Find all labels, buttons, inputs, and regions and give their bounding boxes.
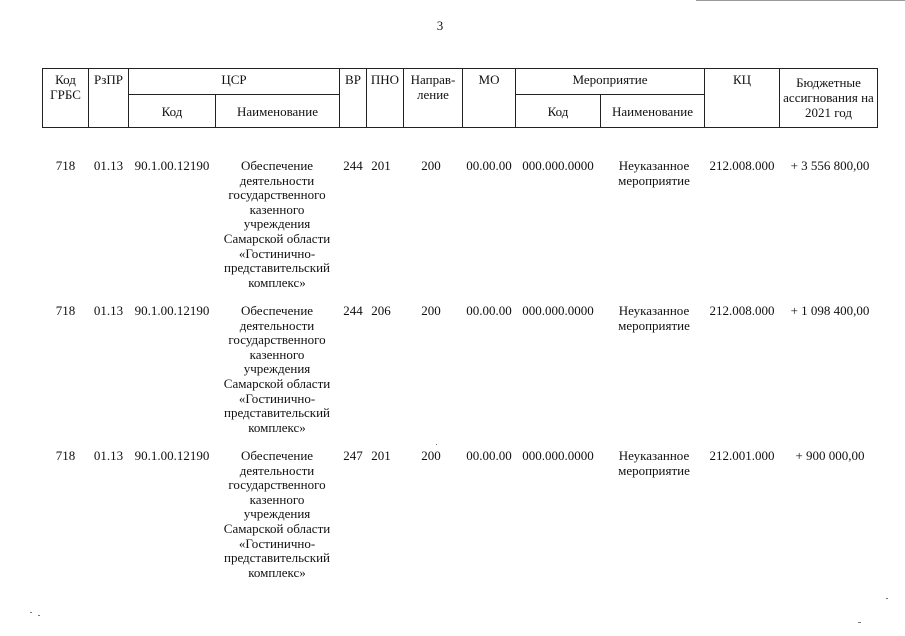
cell-vr: 244 (343, 158, 363, 173)
cell-csr-name: Обеспечение деятельности государственного казенного учреждения Самарской области «Гостинично-представительский комплекс» (223, 303, 331, 435)
cell-napr: 200 (421, 303, 441, 318)
cell-amount: + 1 098 400,00 (790, 303, 870, 318)
header-merop: Мероприятие (515, 68, 705, 95)
cell-pno: 206 (371, 303, 391, 318)
page-number: 3 (436, 18, 444, 33)
cell-kc: 212.008.000 (709, 158, 775, 173)
cell-csr-kod: 90.1.00.12190 (134, 303, 210, 318)
cell-vr: 244 (343, 303, 363, 318)
cell-rzpr: 01.13 (93, 158, 124, 173)
cell-rzpr: 01.13 (93, 303, 124, 318)
cell-csr-name: Обеспечение деятельности государственного казенного учреждения Самарской области «Гостинично-представительский комплекс» (223, 158, 331, 290)
cell-merop-name: Неуказанное мероприятие (618, 303, 690, 333)
cell-pno: 201 (371, 448, 391, 463)
cell-merop-kod: 000.000.0000 (522, 448, 594, 463)
scan-speck (436, 444, 437, 445)
header-mo: МО (462, 68, 516, 128)
cell-kc: 212.008.000 (709, 303, 775, 318)
header-csr: ЦСР (128, 68, 340, 95)
header-budget: Бюджетные ассигнования на 2021 год (779, 68, 878, 128)
cell-mo: 00.00.00 (466, 303, 512, 318)
header-rzpr: РзПР (88, 68, 129, 128)
header-kc: КЦ (704, 68, 780, 128)
cell-grbs: 718 (55, 303, 76, 318)
header-merop-name: Наименование (600, 94, 705, 128)
cell-mo: 00.00.00 (466, 448, 512, 463)
cell-csr-kod: 90.1.00.12190 (134, 158, 210, 173)
scan-speck (38, 615, 40, 616)
cell-rzpr: 01.13 (93, 448, 124, 463)
header-napr: Направ-ление (403, 68, 463, 128)
cell-amount: + 3 556 800,00 (790, 158, 870, 173)
cell-napr: 200 (421, 158, 441, 173)
table-header (42, 68, 878, 128)
cell-merop-name: Неуказанное мероприятие (618, 158, 690, 188)
scan-speck (858, 622, 861, 623)
cell-mo: 00.00.00 (466, 158, 512, 173)
header-vr: ВР (339, 68, 367, 128)
top-edge-rule (696, 0, 905, 1)
cell-pno: 201 (371, 158, 391, 173)
header-csr-name: Наименование (215, 94, 340, 128)
cell-merop-name: Неуказанное мероприятие (618, 448, 690, 478)
header-pno: ПНО (366, 68, 404, 128)
cell-vr: 247 (343, 448, 363, 463)
cell-napr: 200 (421, 448, 441, 463)
header-kod-grbs: Код ГРБС (42, 68, 89, 128)
cell-kc: 212.001.000 (709, 448, 775, 463)
cell-grbs: 718 (55, 158, 76, 173)
cell-merop-kod: 000.000.0000 (522, 303, 594, 318)
cell-csr-kod: 90.1.00.12190 (134, 448, 210, 463)
cell-grbs: 718 (55, 448, 76, 463)
cell-amount: + 900 000,00 (795, 448, 865, 463)
scan-speck (30, 612, 32, 613)
cell-merop-kod: 000.000.0000 (522, 158, 594, 173)
header-merop-kod: Код (515, 94, 601, 128)
cell-csr-name: Обеспечение деятельности государственного казенного учреждения Самарской области «Гостинично-представительский комплекс» (223, 448, 331, 580)
header-csr-kod: Код (128, 94, 216, 128)
scan-speck (886, 598, 888, 599)
